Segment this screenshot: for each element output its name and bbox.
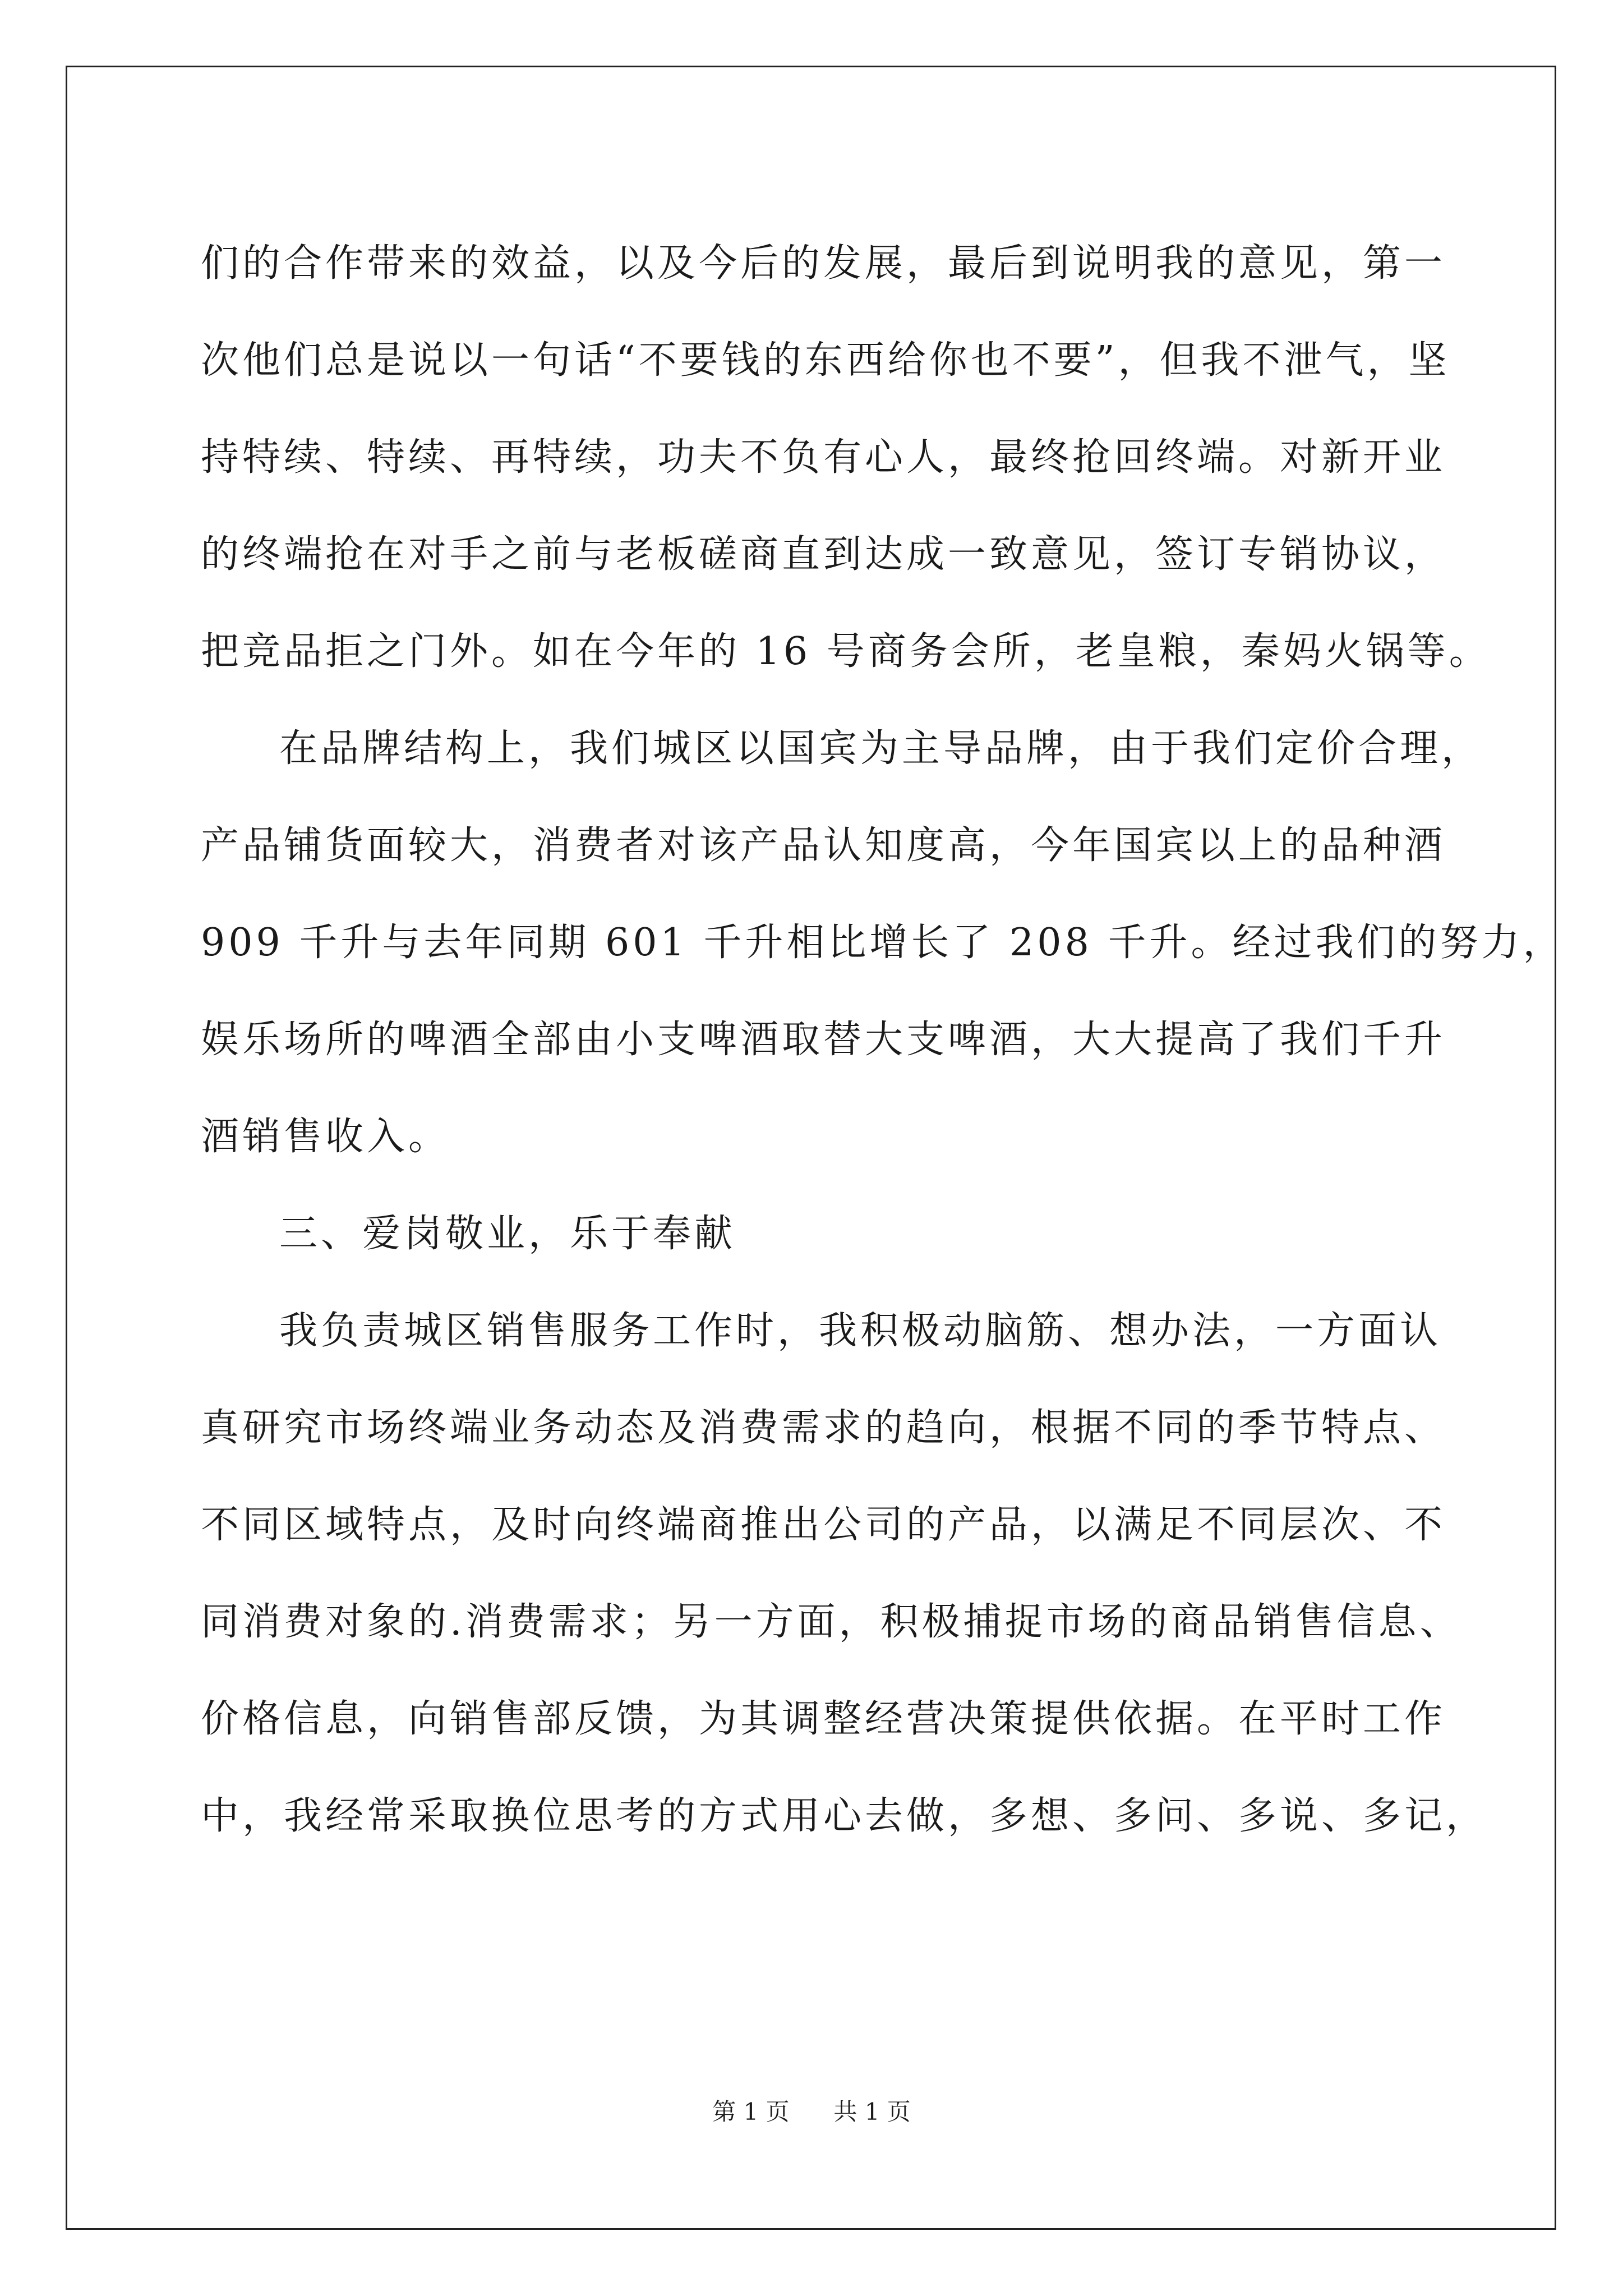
page-footer	[0, 2095, 1623, 2129]
text-line: 酒销售收入。	[201, 1115, 450, 1159]
document-body	[201, 215, 1565, 1865]
text-line: 中，我经常采取换位思考的方式用心去做，多想、多问、多说、多记，	[201, 1794, 1488, 1838]
section-heading: 三、爱岗敬业，乐于奉献	[279, 1212, 736, 1256]
text-line: 同消费对象的.消费需求；另一方面，积极捕捉市场的商品销售信息、	[201, 1600, 1461, 1644]
text-line: 产品铺货面较大，消费者对该产品认知度高，今年国宾以上的品种酒	[201, 823, 1446, 868]
page-total: 共 1 页	[833, 2098, 911, 2125]
text-line: 909 千升与去年同期 601 千升相比增长了 208 千升。经过我们的努力，	[201, 921, 1565, 965]
text-line: 价格信息，向销售部反馈，为其调整经营决策提供依据。在平时工作	[201, 1697, 1446, 1741]
text-line: 把竞品拒之门外。如在今年的 16 号商务会所，老皇粮，秦妈火锅等。	[201, 629, 1491, 674]
text-line: 持特续、特续、再特续，功夫不负有心人，最终抢回终端。对新开业	[201, 435, 1446, 480]
text-line: 真研究市场终端业务动态及消费需求的趋向，根据不同的季节特点、	[201, 1406, 1446, 1450]
text-line: 们的合作带来的效益，以及今后的发展，最后到说明我的意见，第一	[201, 241, 1446, 286]
text-line: 的终端抢在对手之前与老板磋商直到达成一致意见，签订专销协议，	[201, 532, 1446, 577]
text-line: 次他们总是说以一句话“不要钱的东西给你也不要”，但我不泄气，坚	[201, 338, 1450, 383]
text-line: 不同区域特点，及时向终端商推出公司的产品，以满足不同层次、不	[201, 1503, 1446, 1547]
page-number: 第 1 页	[712, 2098, 790, 2125]
paragraph-first-line: 在品牌结构上，我们城区以国宾为主导品牌，由于我们定价合理，	[279, 726, 1483, 771]
paragraph-first-line: 我负责城区销售服务工作时，我积极动脑筋、想办法，一方面认	[279, 1309, 1442, 1353]
text-line: 娱乐场所的啤酒全部由小支啤酒取替大支啤酒，大大提高了我们千升	[201, 1018, 1446, 1062]
